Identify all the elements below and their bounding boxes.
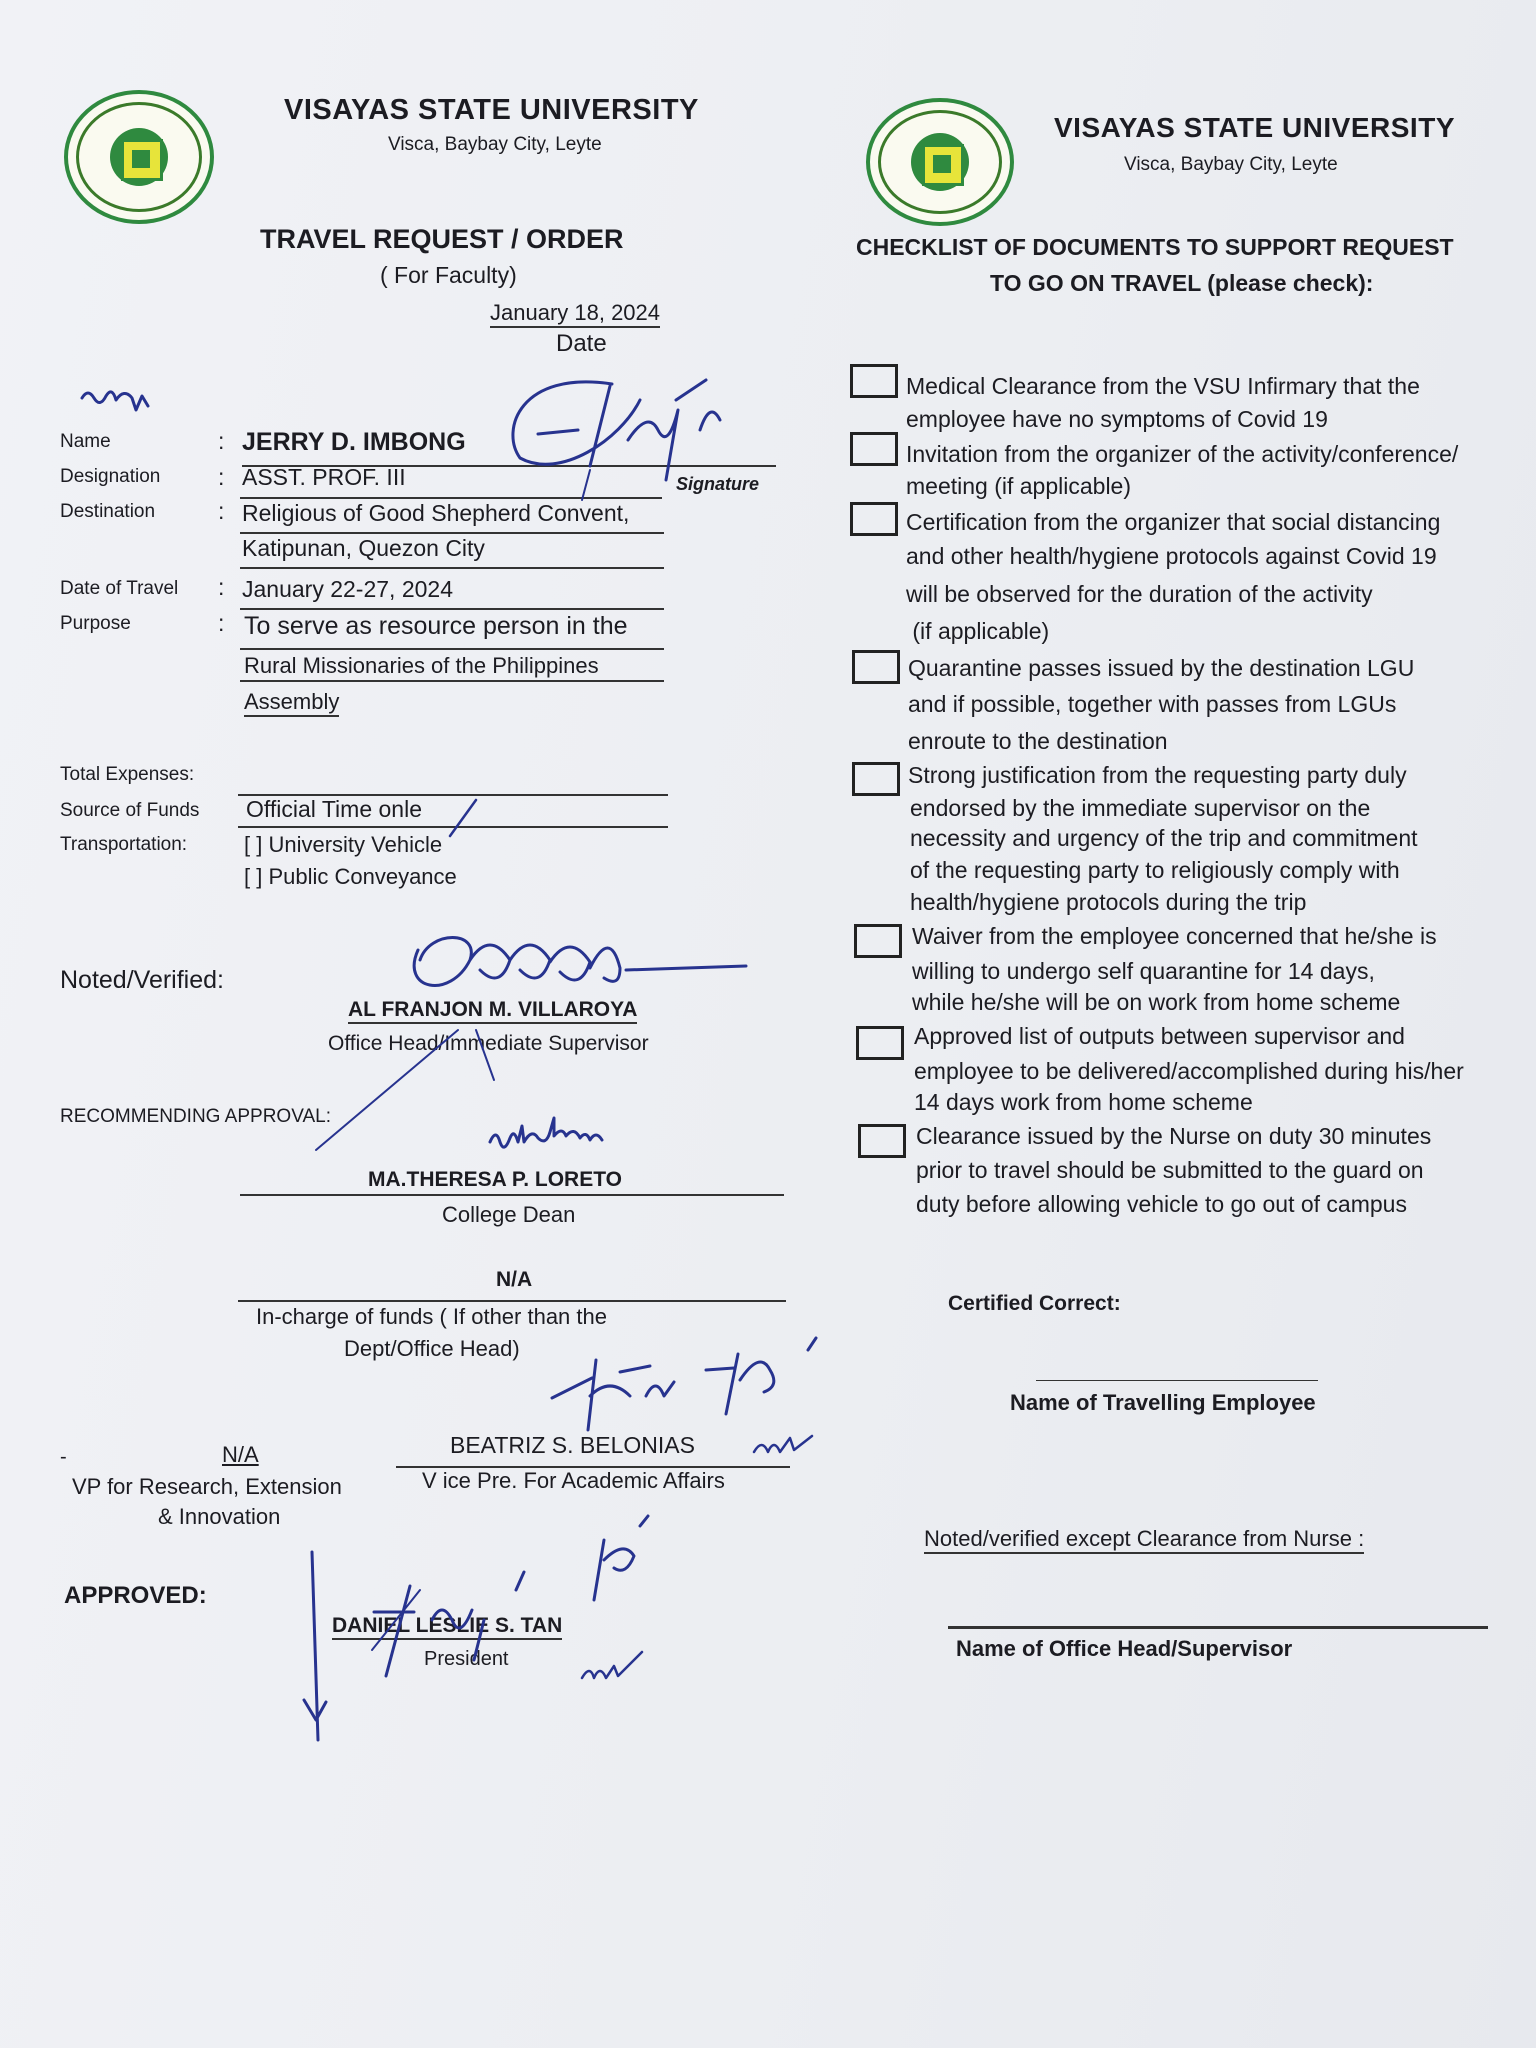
destination-label: Destination	[60, 501, 156, 522]
checkbox-nurse-clearance[interactable]	[858, 1124, 906, 1158]
transport-option-university-vehicle: [ ] University Vehicle	[244, 832, 443, 857]
purpose-line-2: Rural Missionaries of the Philippines	[244, 653, 599, 678]
destination-line-1: Religious of Good Shepherd Convent,	[242, 500, 630, 526]
name-label: Name	[60, 431, 111, 452]
checklist-item-line: and other health/hygiene protocols against Covid 19	[906, 543, 1437, 569]
colon: :	[218, 498, 225, 524]
checklist-item-line: endorsed by the immediate supervisor on the	[910, 795, 1371, 821]
date-of-travel-line	[240, 608, 664, 610]
checklist-item-line: will be observed for the duration of the activity	[906, 581, 1373, 607]
funds-incharge-title-1: In-charge of funds ( If other than the	[256, 1304, 607, 1329]
name-value: JERRY D. IMBONG	[242, 428, 466, 456]
destination-underline-1	[240, 532, 664, 534]
university-name-right: VISAYAS STATE UNIVERSITY	[1054, 112, 1455, 143]
checkbox-strong-justification[interactable]	[852, 762, 900, 796]
checklist-item-line: employee to be delivered/accomplished during his/her	[914, 1058, 1464, 1084]
checklist-item-line: necessity and urgency of the trip and commitment	[910, 825, 1418, 851]
checkbox-quarantine-passes[interactable]	[852, 650, 900, 684]
date-of-travel-value: January 22-27, 2024	[242, 576, 453, 602]
checklist-item-line: willing to undergo self quarantine for 14 days,	[912, 958, 1375, 984]
checklist-title-2: TO GO ON TRAVEL (please check):	[990, 270, 1374, 296]
purpose-line-1: To serve as resource person in the	[244, 612, 628, 640]
checklist-item-line: health/hygiene protocols during the trip	[910, 889, 1307, 915]
university-seal-right	[866, 98, 1014, 226]
checklist-item-line: Quarantine passes issued by the destination LGU	[908, 655, 1415, 681]
funds-incharge-title-2: Dept/Office Head)	[344, 1336, 520, 1361]
funds-incharge-line	[238, 1300, 786, 1302]
recommending-approval-label: RECOMMENDING APPROVAL:	[60, 1106, 331, 1127]
vp-research-title-1: VP for Research, Extension	[72, 1474, 342, 1499]
purpose-line-3: Assembly	[244, 689, 339, 717]
checklist-item-line: Invitation from the organizer of the activity/conference/	[906, 441, 1459, 467]
checklist-item-line: 14 days work from home scheme	[914, 1089, 1253, 1115]
destination-line-2: Katipunan, Quezon City	[242, 535, 485, 561]
request-date-value: January 18, 2024	[490, 300, 660, 328]
checkbox-certification[interactable]	[850, 502, 898, 536]
university-address-right: Visca, Baybay City, Leyte	[1124, 154, 1338, 175]
dean-signature-line	[240, 1194, 784, 1196]
noted-except-nurse-label: Noted/verified except Clearance from Nurse :	[924, 1526, 1364, 1554]
certified-correct-label: Certified Correct:	[948, 1292, 1121, 1315]
supervisor-name: AL FRANJON M. VILLAROYA	[348, 998, 637, 1024]
checklist-item-line: Approved list of outputs between supervisor and	[914, 1023, 1405, 1049]
checklist-item-line: and if possible, together with passes from LGUs	[908, 691, 1397, 717]
travelling-employee-label: Name of Travelling Employee	[1010, 1390, 1316, 1415]
colon: :	[218, 464, 225, 490]
source-of-funds-label: Source of Funds	[60, 800, 200, 821]
total-expenses-label: Total Expenses:	[60, 764, 195, 785]
supervisor-title: Office Head/Immediate Supervisor	[328, 1032, 649, 1055]
purpose-label: Purpose	[60, 613, 131, 634]
university-seal-left	[64, 90, 214, 224]
date-of-travel-label: Date of Travel	[60, 578, 179, 599]
checklist-item-line: enroute to the destination	[908, 728, 1168, 754]
checklist-item-line: Certification from the organizer that social distancing	[906, 509, 1441, 535]
president-name: DANIEL LESLIE S. TAN	[332, 1614, 562, 1640]
vp-academic-title: V ice Pre. For Academic Affairs	[422, 1468, 725, 1493]
designation-value: ASST. PROF. III	[242, 464, 406, 490]
checklist-item-line: Medical Clearance from the VSU Infirmary that the	[906, 373, 1420, 399]
vp-research-value: N/A	[222, 1442, 259, 1467]
travelling-employee-line	[1036, 1380, 1318, 1381]
university-name-left: VISAYAS STATE UNIVERSITY	[284, 94, 699, 126]
checkbox-waiver[interactable]	[854, 924, 902, 958]
designation-line	[240, 497, 662, 499]
checklist-item-line: meeting (if applicable)	[906, 473, 1132, 499]
checklist-item-line: prior to travel should be submitted to the guard on	[916, 1157, 1424, 1183]
colon: :	[218, 610, 225, 636]
funds-incharge-value: N/A	[496, 1268, 533, 1291]
purpose-underline-1	[240, 648, 664, 650]
vp-research-dash: -	[60, 1446, 67, 1468]
checklist-item-line: (if applicable)	[906, 618, 1050, 644]
university-address-left: Visca, Baybay City, Leyte	[388, 134, 602, 155]
checklist-item-line: Clearance issued by the Nurse on duty 30 minutes	[916, 1123, 1432, 1149]
checklist-item-line: Strong justification from the requesting party duly	[908, 762, 1407, 788]
dean-name: MA.THERESA P. LORETO	[368, 1168, 622, 1191]
checkbox-approved-outputs[interactable]	[856, 1026, 904, 1060]
colon: :	[218, 574, 225, 600]
colon: :	[218, 428, 225, 454]
vp-academic-name: BEATRIZ S. BELONIAS	[450, 1432, 695, 1458]
checklist-item-line: employee have no symptoms of Covid 19	[906, 406, 1328, 432]
source-of-funds-line	[238, 826, 668, 828]
signature-label: Signature	[676, 474, 760, 494]
vp-research-title-2: & Innovation	[158, 1504, 281, 1529]
president-title: President	[424, 1648, 509, 1670]
source-of-funds-value: Official Time onle	[246, 796, 422, 822]
approved-label: APPROVED:	[64, 1582, 207, 1609]
noted-verified-label: Noted/Verified:	[60, 966, 224, 994]
checkbox-invitation[interactable]	[850, 432, 898, 466]
checkbox-medical-clearance[interactable]	[850, 364, 898, 398]
form-subtitle: ( For Faculty)	[380, 262, 517, 288]
checklist-item-line: duty before allowing vehicle to go out of campus	[916, 1191, 1407, 1217]
checklist-item-line: of the requesting party to religiously comply with	[910, 857, 1400, 883]
office-head-label: Name of Office Head/Supervisor	[956, 1636, 1293, 1661]
purpose-underline-2	[240, 680, 664, 682]
transport-option-public-conveyance: [ ] Public Conveyance	[244, 864, 457, 889]
transportation-label: Transportation:	[60, 834, 188, 855]
destination-underline-2	[240, 567, 664, 569]
request-date-label: Date	[556, 330, 607, 357]
checklist-item-line: while he/she will be on work from home scheme	[912, 989, 1401, 1015]
checklist-item-line: Waiver from the employee concerned that he/she is	[912, 923, 1437, 949]
form-title: TRAVEL REQUEST / ORDER	[260, 224, 624, 254]
checklist-title-1: CHECKLIST OF DOCUMENTS TO SUPPORT REQUEST	[856, 234, 1454, 260]
dean-title: College Dean	[442, 1202, 576, 1227]
designation-label: Designation	[60, 466, 161, 487]
office-head-line	[948, 1626, 1488, 1629]
